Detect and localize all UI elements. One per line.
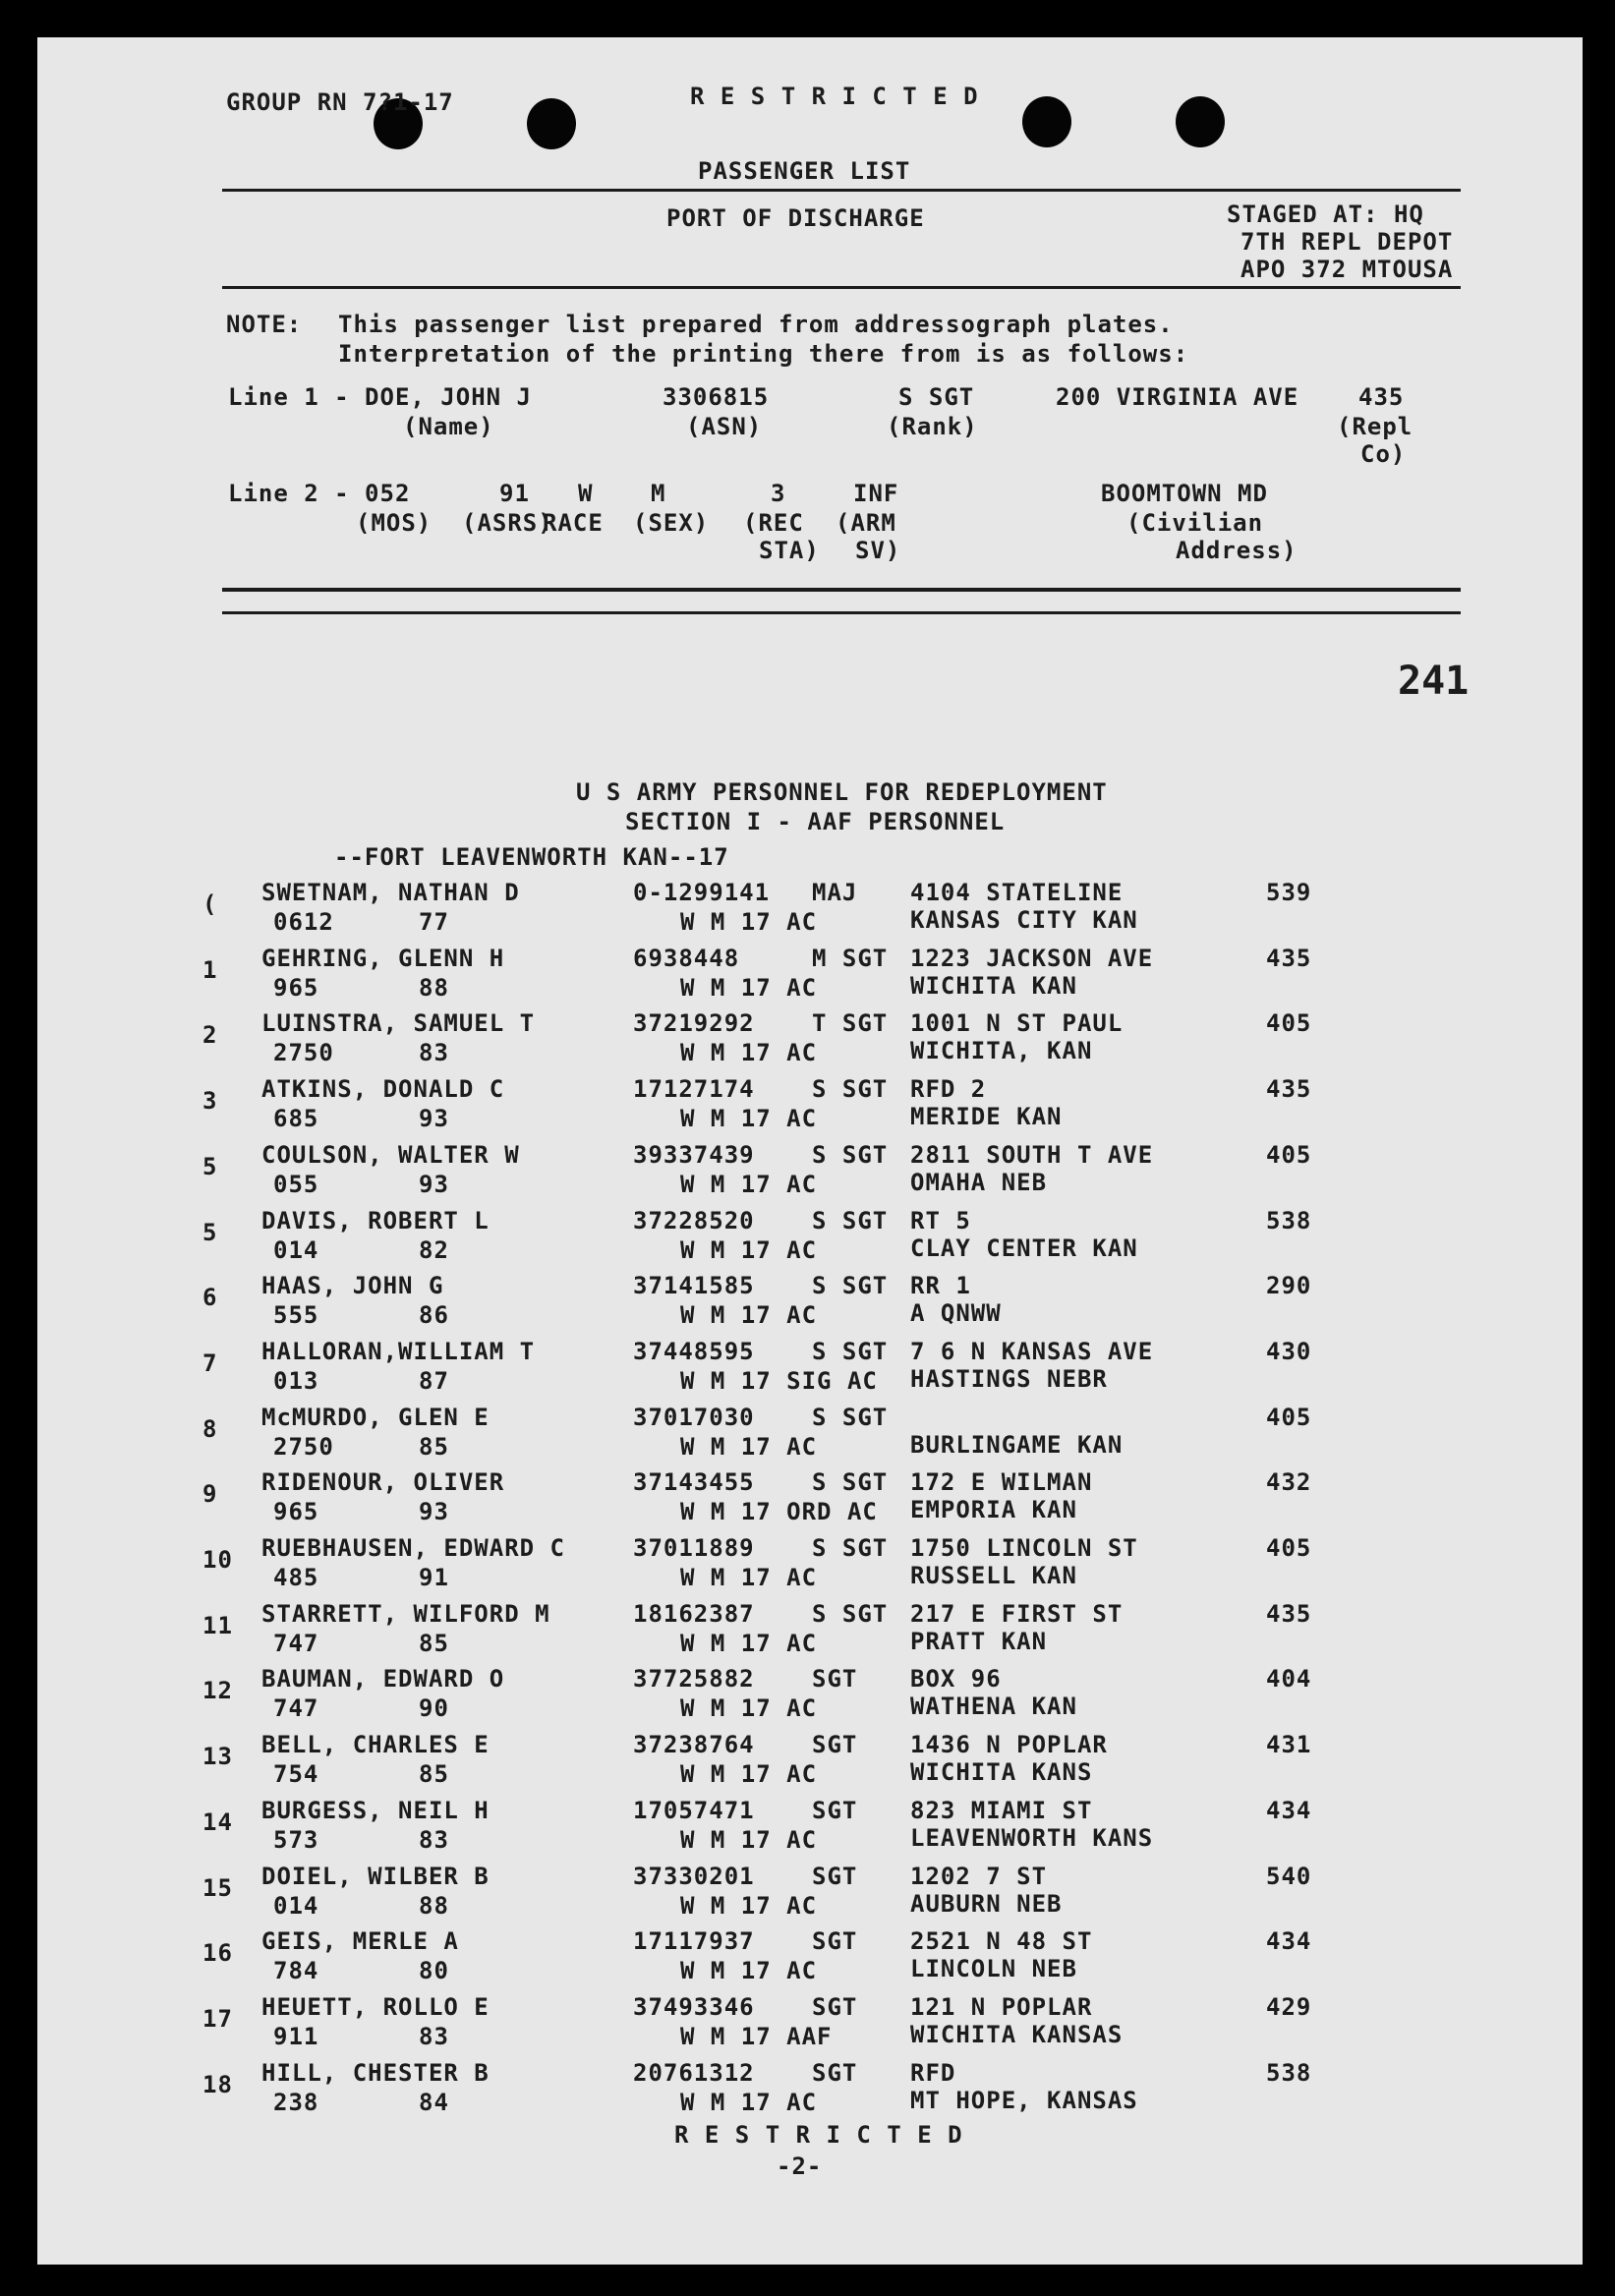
entry-number: 15 (202, 1873, 233, 1902)
entry-asn: 18162387 (633, 1599, 755, 1628)
entry-repl-co: 431 (1266, 1731, 1312, 1759)
entry-asn: 37238764 (633, 1731, 755, 1759)
punch-hole (527, 98, 576, 149)
entry-race-sex-rec: W M 17 AC (680, 1170, 818, 1198)
entry-address-2: MT HOPE, KANSAS (910, 2086, 1138, 2114)
entry-asrs: 83 (419, 1825, 449, 1854)
entry-address-2: WICHITA KANSAS (910, 2020, 1124, 2048)
entry-repl-co: 538 (1266, 1206, 1312, 1234)
entry-race-sex-rec: W M 17 AC (680, 1825, 818, 1854)
entry-asn: 0-1299141 (633, 879, 771, 906)
entry-race-sex-rec: W M 17 AC (680, 1432, 818, 1461)
entry-address-2: WATHENA KAN (910, 1693, 1077, 1721)
caption-asn: (ASN) (686, 413, 763, 440)
caption-sex: (SEX) (633, 509, 710, 537)
entry-name: DOIEL, WILBER B (261, 1862, 490, 1890)
entry-rank: SGT (812, 1665, 858, 1693)
caption-rank: (Rank) (887, 413, 978, 440)
entry-rank: T SGT (812, 1009, 889, 1038)
entry-name: GEHRING, GLENN H (261, 944, 505, 972)
entry-address-1: 823 MIAMI ST (910, 1796, 1093, 1824)
entry-number: 9 (202, 1480, 218, 1509)
caption-arm: (ARM (836, 509, 896, 537)
entry-asrs: 82 (419, 1235, 449, 1264)
entry-mos: 238 (273, 2088, 319, 2116)
entry-address-1: 7 6 N KANSAS AVE (910, 1337, 1154, 1365)
entry-name: BAUMAN, EDWARD O (261, 1665, 505, 1693)
entry-number: 10 (202, 1546, 233, 1574)
entry-asn: 17117937 (633, 1927, 755, 1956)
entry-name: COULSON, WALTER W (261, 1140, 520, 1169)
entry-mos: 784 (273, 1957, 319, 1985)
entry-repl-co: 539 (1266, 879, 1312, 906)
entry-race-sex-rec: W M 17 SIG AC (680, 1366, 878, 1395)
entry-race-sex-rec: W M 17 AC (680, 2088, 818, 2116)
entry-address-2: KANSAS CITY KAN (910, 906, 1138, 934)
example-asn: 3306815 (663, 383, 770, 411)
entry-address-2: RUSSELL KAN (910, 1562, 1077, 1589)
entry-race-sex-rec: W M 17 AC (680, 1301, 818, 1330)
entry-mos: 747 (273, 1694, 319, 1723)
entry-race-sex-rec: W M 17 AC (680, 973, 818, 1002)
entry-address-1: 1202 7 ST (910, 1862, 1048, 1890)
example-rec: 3 (771, 480, 786, 507)
example-sex: M (651, 480, 666, 507)
entry-rank: SGT (812, 1796, 858, 1824)
entry-repl-co: 405 (1266, 1403, 1312, 1431)
caption-rec-sta: STA) (759, 537, 820, 564)
example-repl: 435 (1358, 383, 1405, 411)
entry-number: 1 (202, 955, 218, 984)
entry-name: GEIS, MERLE A (261, 1927, 459, 1956)
entry-mos: 747 (273, 1629, 319, 1657)
entry-name: DAVIS, ROBERT L (261, 1206, 490, 1234)
entry-repl-co: 405 (1266, 1534, 1312, 1562)
page-footer: -2- (777, 2152, 823, 2180)
entry-number: 11 (202, 1611, 233, 1639)
entry-number: 17 (202, 2004, 233, 2033)
entry-rank: SGT (812, 1992, 858, 2021)
caption-mos: (MOS) (356, 509, 433, 537)
entry-address-1: 121 N POPLAR (910, 1992, 1093, 2021)
entry-number: 6 (202, 1284, 218, 1312)
example-line2: Line 2 - 052 (228, 480, 411, 507)
entry-repl-co: 434 (1266, 1796, 1312, 1824)
entry-rank: SGT (812, 2058, 858, 2087)
example-line1: Line 1 - DOE, JOHN J (228, 383, 532, 411)
entry-address-2: AUBURN NEB (910, 1889, 1063, 1918)
entry-race-sex-rec: W M 17 AC (680, 1629, 818, 1657)
section-title: U S ARMY PERSONNEL FOR REDEPLOYMENT (576, 778, 1108, 806)
entry-asn: 37017030 (633, 1403, 755, 1431)
passenger-list-title: PASSENGER LIST (698, 157, 911, 185)
entry-asrs: 86 (419, 1301, 449, 1330)
entry-asn: 37448595 (633, 1337, 755, 1365)
staged-depot: 7TH REPL DEPOT (1240, 228, 1454, 256)
entry-race-sex-rec: W M 17 AC (680, 1564, 818, 1591)
entry-mos: 485 (273, 1564, 319, 1591)
entry-race-sex-rec: W M 17 AC (680, 1957, 818, 1985)
entry-address-2: WICHITA KANS (910, 1758, 1093, 1787)
entry-repl-co: 405 (1266, 1140, 1312, 1169)
entry-address-1: 1436 N POPLAR (910, 1731, 1108, 1759)
example-rank: S SGT (898, 383, 975, 411)
rule (222, 588, 1461, 592)
port-of-discharge: PORT OF DISCHARGE (666, 204, 925, 232)
entry-name: HAAS, JOHN G (261, 1272, 444, 1300)
entry-repl-co: 435 (1266, 1075, 1312, 1104)
note-label: NOTE: (226, 311, 303, 338)
entry-address-1: 2521 N 48 ST (910, 1927, 1093, 1956)
entry-asrs: 83 (419, 1039, 449, 1067)
entry-name: ATKINS, DONALD C (261, 1075, 505, 1104)
entry-asn: 37228520 (633, 1206, 755, 1234)
entry-asrs: 91 (419, 1564, 449, 1591)
note-line-2: Interpretation of the printing there from is as follows: (338, 340, 1189, 368)
entry-name: RIDENOUR, OLIVER (261, 1468, 505, 1497)
entry-number: 16 (202, 1939, 233, 1968)
entry-rank: S SGT (812, 1075, 889, 1104)
entry-number: ( (202, 890, 218, 918)
entry-number: 5 (202, 1218, 218, 1246)
entry-number: 14 (202, 1808, 233, 1836)
entry-address-1: RR 1 (910, 1272, 971, 1300)
entry-mos: 013 (273, 1366, 319, 1395)
entry-race-sex-rec: W M 17 AC (680, 1760, 818, 1789)
entry-name: LUINSTRA, SAMUEL T (261, 1009, 536, 1038)
entry-address-1: 1001 N ST PAUL (910, 1009, 1124, 1038)
entry-address-2: LEAVENWORTH KANS (910, 1823, 1154, 1852)
rule (222, 286, 1461, 289)
entry-asn: 37011889 (633, 1534, 755, 1562)
entry-address-2: EMPORIA KAN (910, 1496, 1077, 1524)
entry-asrs: 83 (419, 2022, 449, 2050)
caption-repl-co: Co) (1360, 440, 1407, 468)
section-subhead: --FORT LEAVENWORTH KAN--17 (334, 843, 729, 871)
entry-asrs: 90 (419, 1694, 449, 1723)
entry-race-sex-rec: W M 17 AC (680, 1694, 818, 1723)
entry-repl-co: 434 (1266, 1927, 1312, 1956)
caption-arm-sv: SV) (855, 537, 901, 564)
entry-name: SWETNAM, NATHAN D (261, 879, 520, 906)
entry-asn: 39337439 (633, 1140, 755, 1169)
entry-mos: 911 (273, 2022, 319, 2050)
entry-rank: M SGT (812, 944, 889, 972)
entry-asrs: 80 (419, 1957, 449, 1985)
entry-mos: 555 (273, 1301, 319, 1330)
entry-address-1: RFD (910, 2058, 956, 2087)
entry-rank: S SGT (812, 1272, 889, 1300)
entry-repl-co: 538 (1266, 2058, 1312, 2087)
note-line-1: This passenger list prepared from addressograph plates. (338, 311, 1174, 338)
entry-mos: 965 (273, 973, 319, 1002)
caption-rec: (REC (743, 509, 804, 537)
entry-repl-co: 290 (1266, 1272, 1312, 1300)
group-code: GROUP RN 7?1-17 (226, 88, 454, 116)
example-asrs: 91 (499, 480, 530, 507)
entry-asn: 37330201 (633, 1862, 755, 1890)
staged-at: STAGED AT: HQ (1227, 201, 1424, 228)
caption-repl: (Repl (1337, 413, 1413, 440)
entry-address-2: BURLINGAME KAN (910, 1430, 1124, 1459)
rule (222, 611, 1461, 614)
entry-repl-co: 540 (1266, 1862, 1312, 1890)
entry-repl-co: 404 (1266, 1665, 1312, 1693)
entry-mos: 014 (273, 1891, 319, 1920)
entry-asrs: 85 (419, 1760, 449, 1789)
entry-rank: SGT (812, 1731, 858, 1759)
entry-address-1: RT 5 (910, 1206, 971, 1234)
entry-asn: 37725882 (633, 1665, 755, 1693)
entry-address-1: 4104 STATELINE (910, 879, 1124, 906)
entry-asn: 37493346 (633, 1992, 755, 2021)
example-civ: BOOMTOWN MD (1101, 480, 1268, 507)
rule (222, 189, 1461, 192)
caption-name: (Name) (403, 413, 494, 440)
entry-race-sex-rec: W M 17 AC (680, 908, 818, 936)
entry-mos: 685 (273, 1105, 319, 1133)
entry-asrs: 93 (419, 1105, 449, 1133)
entry-rank: S SGT (812, 1534, 889, 1562)
entry-race-sex-rec: W M 17 AC (680, 1039, 818, 1067)
entry-address-2: WICHITA, KAN (910, 1037, 1093, 1065)
caption-asrs: (ASRS) (462, 509, 553, 537)
entry-address-2: LINCOLN NEB (910, 1955, 1077, 1983)
entry-address-2: HASTINGS NEBR (910, 1364, 1108, 1393)
entry-repl-co: 429 (1266, 1992, 1312, 2021)
entry-address-1: 1750 LINCOLN ST (910, 1534, 1138, 1562)
entry-asn: 37219292 (633, 1009, 755, 1038)
entry-mos: 014 (273, 1235, 319, 1264)
entry-address-1: BOX 96 (910, 1665, 1002, 1693)
entry-asrs: 85 (419, 1629, 449, 1657)
entry-mos: 965 (273, 1498, 319, 1526)
entry-number: 12 (202, 1677, 233, 1705)
example-arm: INF (853, 480, 899, 507)
entry-number: 13 (202, 1743, 233, 1771)
document-page (37, 37, 1583, 2265)
entry-mos: 0612 (273, 908, 334, 936)
entry-mos: 754 (273, 1760, 319, 1789)
entry-address-2: WICHITA KAN (910, 971, 1077, 1000)
entry-asn: 37143455 (633, 1468, 755, 1497)
caption-race: RACE (543, 509, 604, 537)
entry-mos: 2750 (273, 1039, 334, 1067)
staged-apo: APO 372 MTOUSA (1240, 256, 1454, 283)
entry-rank: S SGT (812, 1468, 889, 1497)
entry-race-sex-rec: W M 17 AC (680, 1235, 818, 1264)
entry-address-1: 217 E FIRST ST (910, 1599, 1124, 1628)
entry-address-1: RFD 2 (910, 1075, 987, 1104)
entry-address-2: CLAY CENTER KAN (910, 1234, 1138, 1262)
entry-rank: SGT (812, 1862, 858, 1890)
entry-asrs: 77 (419, 908, 449, 936)
entry-repl-co: 405 (1266, 1009, 1312, 1038)
entry-asrs: 88 (419, 1891, 449, 1920)
entry-race-sex-rec: W M 17 ORD AC (680, 1498, 878, 1526)
entry-address-2: A QNWW (910, 1299, 1002, 1328)
entry-address-1: 172 E WILMAN (910, 1468, 1093, 1497)
entry-repl-co: 435 (1266, 944, 1312, 972)
entry-number: 3 (202, 1087, 218, 1116)
entry-rank: S SGT (812, 1403, 889, 1431)
entry-asn: 17127174 (633, 1075, 755, 1104)
entry-address-2: PRATT KAN (910, 1627, 1048, 1655)
entry-rank: MAJ (812, 879, 858, 906)
entry-asn: 6938448 (633, 944, 740, 972)
entry-address-1: 2811 SOUTH T AVE (910, 1140, 1154, 1169)
entry-race-sex-rec: W M 17 AC (680, 1105, 818, 1133)
entry-race-sex-rec: W M 17 AC (680, 1891, 818, 1920)
section-subtitle: SECTION I - AAF PERSONNEL (625, 808, 1006, 835)
entry-number: 5 (202, 1152, 218, 1180)
entry-number: 2 (202, 1021, 218, 1050)
entry-rank: SGT (812, 1927, 858, 1956)
entry-name: HALLORAN,WILLIAM T (261, 1337, 536, 1365)
entry-number: 8 (202, 1414, 218, 1443)
punch-hole (1176, 96, 1225, 147)
entry-asrs: 93 (419, 1170, 449, 1198)
example-race: W (578, 480, 594, 507)
entry-asn: 17057471 (633, 1796, 755, 1824)
entry-race-sex-rec: W M 17 AAF (680, 2022, 833, 2050)
restricted-footer: R E S T R I C T E D (674, 2121, 963, 2149)
punch-hole (1022, 96, 1071, 147)
entry-repl-co: 430 (1266, 1337, 1312, 1365)
entry-mos: 2750 (273, 1432, 334, 1461)
entry-mos: 055 (273, 1170, 319, 1198)
entry-number: 7 (202, 1349, 218, 1377)
entry-asn: 37141585 (633, 1272, 755, 1300)
entry-rank: S SGT (812, 1206, 889, 1234)
entry-asn: 20761312 (633, 2058, 755, 2087)
entry-address-2: OMAHA NEB (910, 1168, 1048, 1196)
caption-civ-address: Address) (1176, 537, 1298, 564)
entry-name: RUEBHAUSEN, EDWARD C (261, 1534, 565, 1562)
entry-asrs: 93 (419, 1498, 449, 1526)
entry-mos: 573 (273, 1825, 319, 1854)
restricted-header: R E S T R I C T E D (690, 83, 979, 110)
entry-name: BURGESS, NEIL H (261, 1796, 490, 1824)
entry-repl-co: 435 (1266, 1599, 1312, 1628)
entry-asrs: 84 (419, 2088, 449, 2116)
example-address: 200 VIRGINIA AVE (1056, 383, 1299, 411)
entry-name: HEUETT, ROLLO E (261, 1992, 490, 2021)
entry-address-2: MERIDE KAN (910, 1103, 1063, 1131)
entry-name: BELL, CHARLES E (261, 1731, 490, 1759)
entry-repl-co: 432 (1266, 1468, 1312, 1497)
page-number: 241 (1398, 659, 1470, 704)
entry-rank: S SGT (812, 1337, 889, 1365)
entry-number: 18 (202, 2070, 233, 2098)
entry-asrs: 87 (419, 1366, 449, 1395)
entry-name: STARRETT, WILFORD M (261, 1599, 550, 1628)
entry-address-1: 1223 JACKSON AVE (910, 944, 1154, 972)
entry-rank: S SGT (812, 1140, 889, 1169)
entry-name: HILL, CHESTER B (261, 2058, 490, 2087)
entry-name: McMURDO, GLEN E (261, 1403, 490, 1431)
entry-asrs: 85 (419, 1432, 449, 1461)
entry-rank: S SGT (812, 1599, 889, 1628)
caption-civ: (Civilian (1126, 509, 1264, 537)
entry-asrs: 88 (419, 973, 449, 1002)
